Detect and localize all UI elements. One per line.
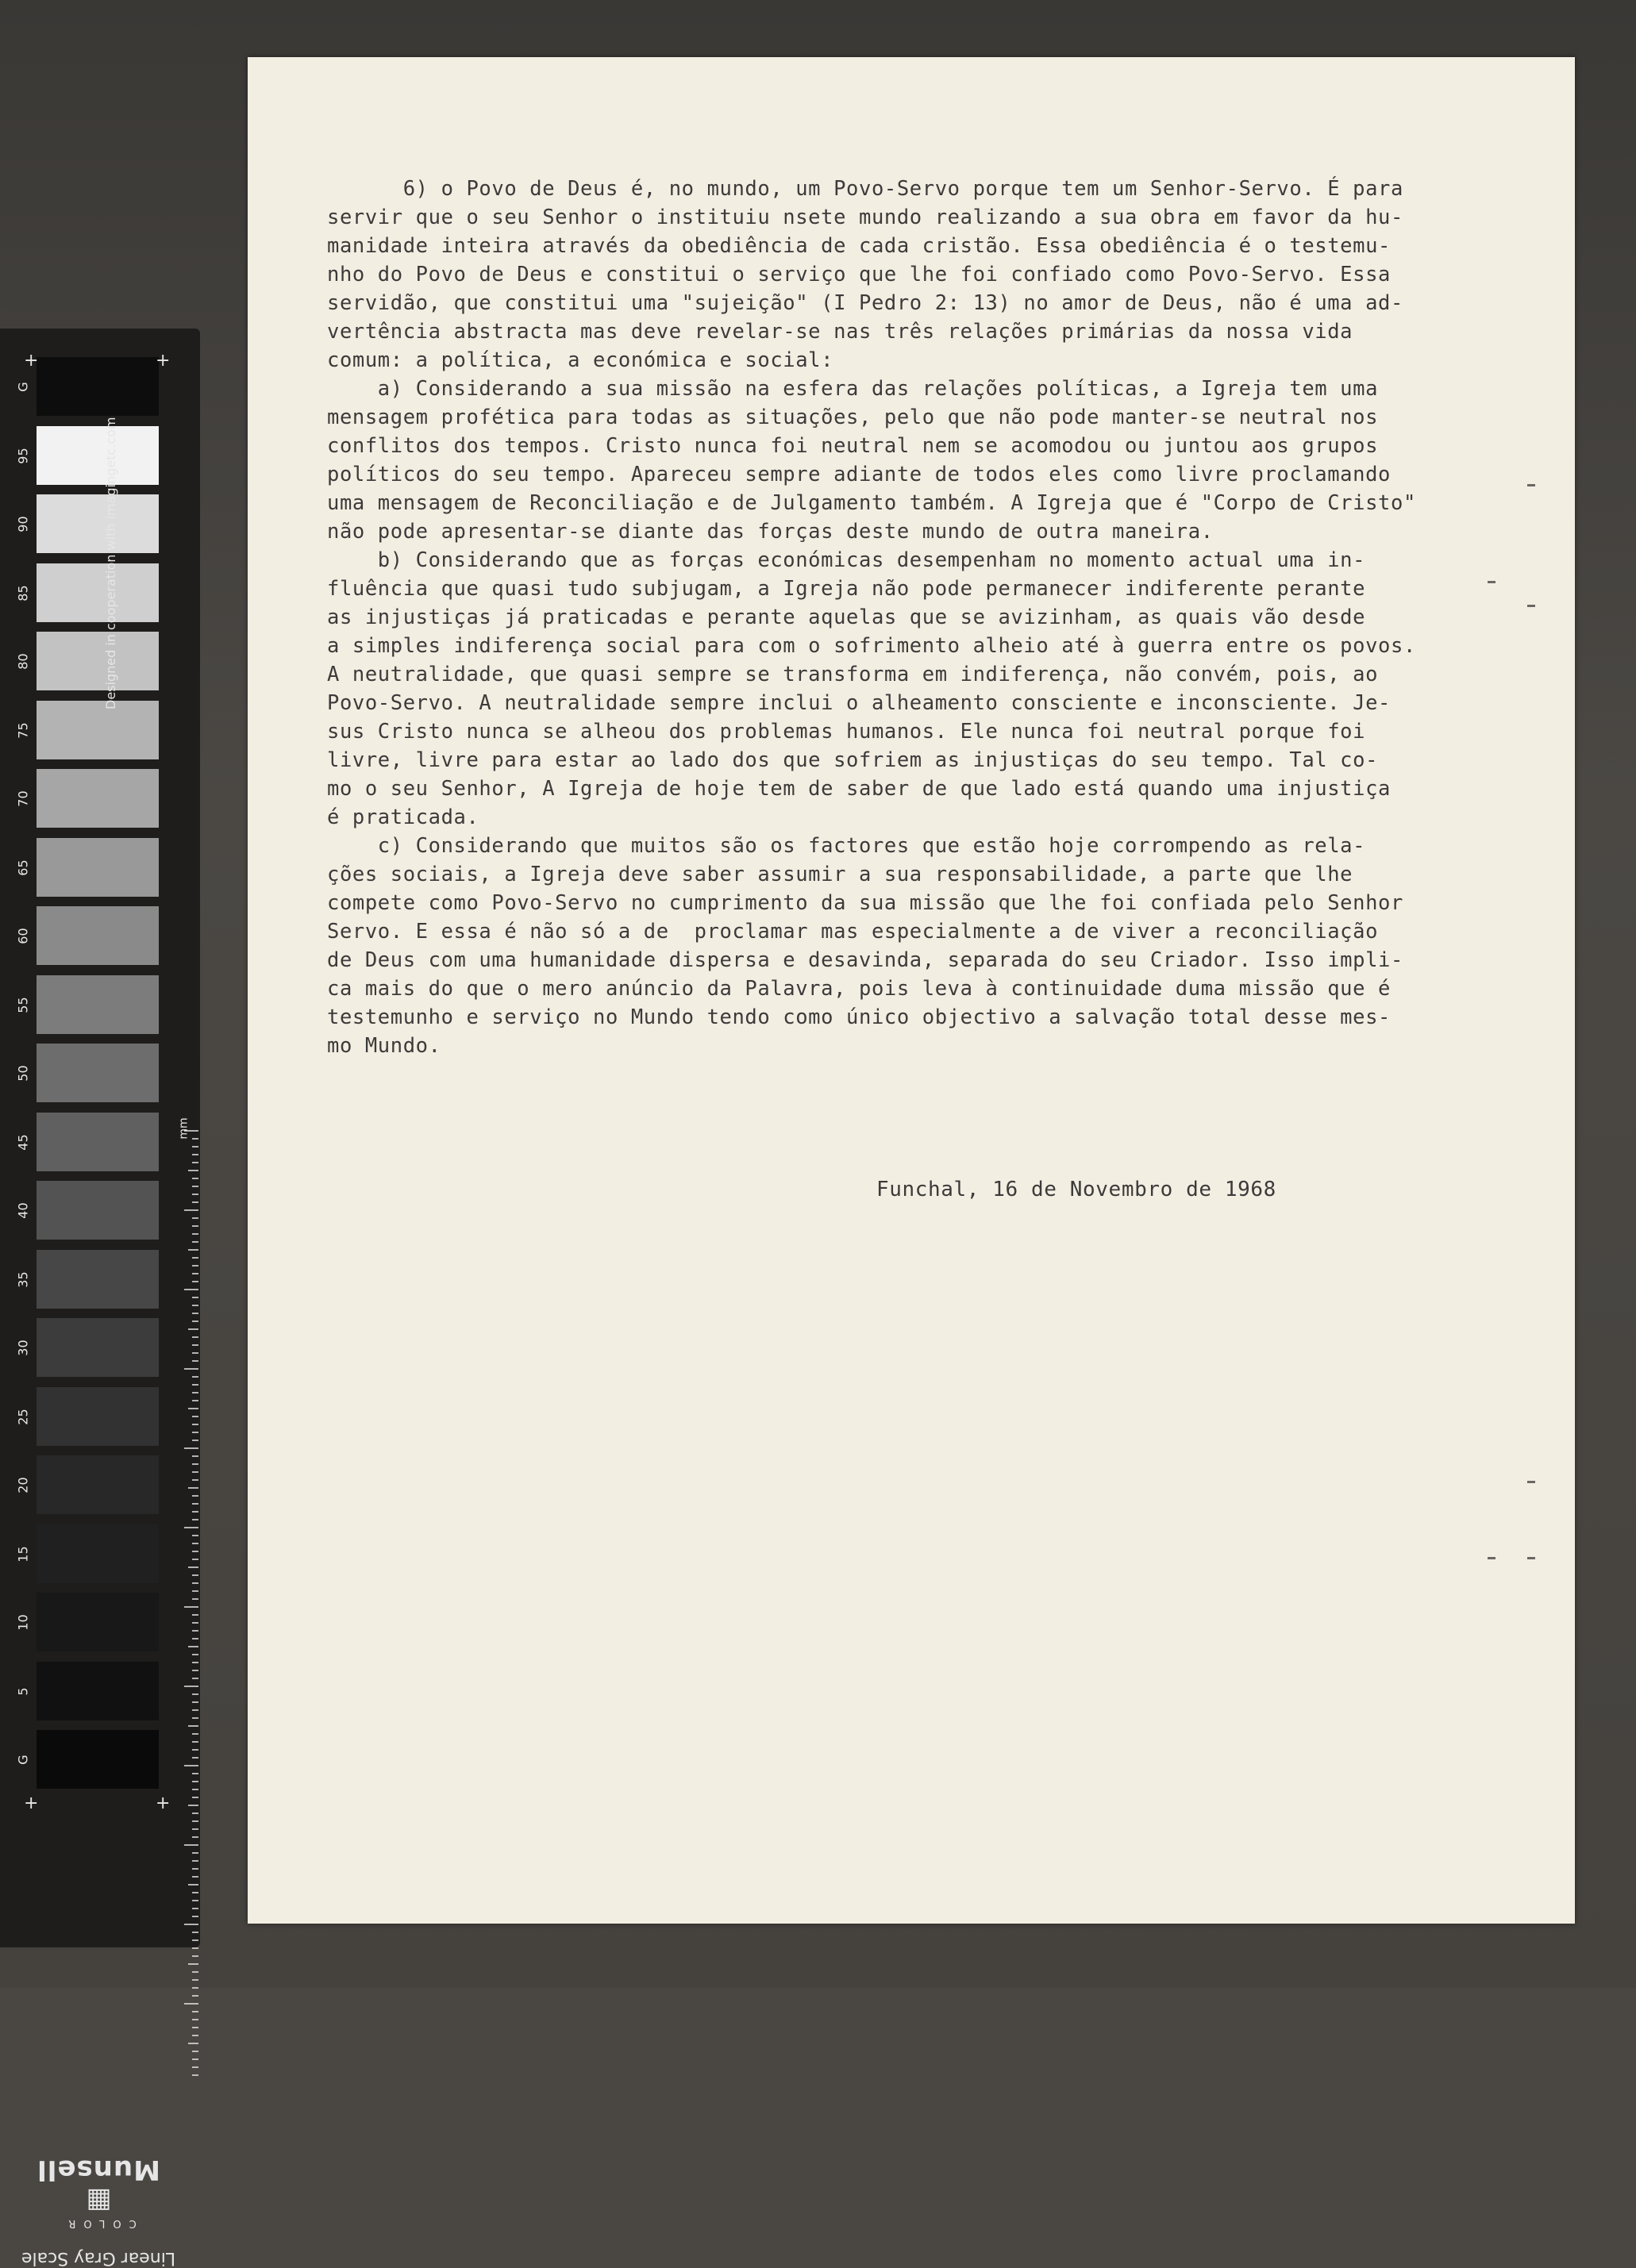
ruler-unit: mm — [177, 1117, 191, 1140]
text-line: b) Considerando que as forças económicas desempenham no momento actual uma in- — [327, 548, 1366, 572]
swatch-label: 25 — [15, 1408, 31, 1425]
gray-swatch — [37, 1387, 159, 1446]
text-line: servir que o seu Senhor o instituiu nsete mundo realizando a sua obra em favor da hu- — [327, 206, 1403, 229]
gray-swatch — [37, 357, 159, 416]
gray-swatch — [37, 426, 159, 485]
swatch-label: 30 — [15, 1340, 31, 1356]
text-line: mo o seu Senhor, A Igreja de hoje tem de saber de que lado está quando uma injustiça — [327, 777, 1391, 801]
brand-name: Munsell — [37, 2154, 160, 2185]
swatch-label: 50 — [15, 1065, 31, 1082]
swatch-label: 15 — [15, 1545, 31, 1563]
gray-swatch — [37, 1250, 159, 1309]
paper-speck — [1488, 1557, 1495, 1559]
body-text — [327, 175, 1518, 1060]
text-line: c) Considerando que muitos são os factores que estão hoje corrompendo as rela- — [327, 834, 1366, 858]
paper-speck — [1527, 1481, 1535, 1483]
gray-swatch — [37, 701, 159, 759]
swatch-label: 45 — [15, 1133, 31, 1151]
text-line: uma mensagem de Reconciliação e de Julgamento também. A Igreja que é "Corpo de Cristo" — [327, 491, 1416, 515]
text-line: Servo. E essa é não só a de proclamar mas especialmente a de viver a reconciliação — [327, 920, 1379, 944]
gray-swatch — [37, 632, 159, 690]
gray-scale-card — [0, 329, 200, 2268]
brand-block — [19, 2154, 178, 2268]
text-line: livre, livre para estar ao lado dos que sofriem as injustiças do seu tempo. Tal co- — [327, 748, 1379, 772]
gray-swatch — [37, 1181, 159, 1240]
swatch-label: 10 — [15, 1614, 31, 1631]
scale-name: Linear Gray Scale — [21, 2248, 176, 2268]
gray-swatch — [37, 1318, 159, 1377]
swatch-label: 55 — [15, 996, 31, 1013]
gray-swatch — [37, 1524, 159, 1583]
gray-swatch — [37, 563, 159, 622]
place-date-line: Funchal, 16 de Novembro de 1968 — [876, 1178, 1276, 1201]
text-line: A neutralidade, que quasi sempre se transforma em indiferença, não convém, pois, ao — [327, 663, 1379, 686]
gray-swatch — [37, 1113, 159, 1171]
gray-swatch — [37, 1455, 159, 1514]
registration-mark: + — [156, 1793, 171, 1813]
text-line: manidade inteira através da obediência de cada cristão. Essa obediência é o testemu- — [327, 234, 1391, 258]
text-line: a simples indiferença social para com o sofrimento alheio até à guerra entre os povos. — [327, 634, 1416, 658]
registration-mark: + — [24, 351, 39, 371]
mm-ruler — [184, 1130, 198, 2082]
text-line: a) Considerando a sua missão na esfera das relações políticas, a Igreja tem uma — [327, 377, 1379, 401]
swatch-label: 75 — [15, 721, 31, 739]
text-line: não pode apresentar-se diante das forças deste mundo de outra maneira. — [327, 520, 1214, 544]
gray-swatch — [37, 1044, 159, 1102]
text-line: ções sociais, a Igreja deve saber assumir a sua responsabilidade, a parte que lhe — [327, 863, 1353, 886]
paper-speck — [1527, 484, 1535, 486]
gray-swatch — [37, 1593, 159, 1651]
brand-sub: COLOR — [60, 2217, 137, 2229]
text-line: conflitos dos tempos. Cristo nunca foi neutral nem se acomodou ou juntou aos grupos — [327, 434, 1379, 458]
text-line: nho do Povo de Deus e constitui o serviço que lhe foi confiado como Povo-Servo. Essa — [327, 263, 1391, 286]
swatch-label: 80 — [15, 653, 31, 670]
brand-logo — [19, 2154, 178, 2217]
gray-swatch — [37, 906, 159, 965]
swatch-label: G — [15, 382, 31, 392]
text-line: vertência abstracta mas deve revelar-se nas três relações primárias da nossa vida — [327, 320, 1353, 344]
gray-swatch — [37, 975, 159, 1034]
paper-speck — [1527, 1557, 1535, 1559]
text-line: mensagem profética para todas as situações, pelo que não pode manter-se neutral nos — [327, 406, 1379, 429]
typed-page — [248, 57, 1575, 1924]
swatch-label: 5 — [15, 1686, 31, 1696]
text-line: compete como Povo-Servo no cumprimento da sua missão que lhe foi confiada pelo Senhor — [327, 891, 1403, 915]
text-line: políticos do seu tempo. Apareceu sempre adiante de todos eles como livre proclamando — [327, 463, 1391, 486]
text-line: sus Cristo nunca se alheou dos problemas humanos. Ele nunca foi neutral porque foi — [327, 720, 1366, 744]
swatch-label: 85 — [15, 584, 31, 602]
swatch-label: 35 — [15, 1270, 31, 1288]
swatch-label: 20 — [15, 1477, 31, 1493]
text-line: 6) o Povo de Deus é, no mundo, um Povo-Servo porque tem um Senhor-Servo. É para — [327, 177, 1403, 201]
swatch-label: 65 — [15, 859, 31, 876]
text-line: comum: a política, a económica e social: — [327, 348, 834, 372]
gray-swatch — [37, 838, 159, 897]
paper-speck — [1527, 605, 1535, 607]
gray-swatch — [37, 1662, 159, 1720]
text-line: fluência que quasi tudo subjugam, a Igreja não pode permanecer indiferente perante — [327, 577, 1366, 601]
gray-swatch — [37, 769, 159, 828]
text-line: mo Mundo. — [327, 1034, 441, 1058]
text-line: é praticada. — [327, 805, 479, 829]
text-line: de Deus com uma humanidade dispersa e desavinda, separada do seu Criador. Isso impli- — [327, 948, 1403, 972]
text-line: Povo-Servo. A neutralidade sempre inclui o alheamento consciente e inconsciente. Je- — [327, 691, 1391, 715]
swatch-label: 40 — [15, 1202, 31, 1219]
credit-text: Designed in cooperation with imagingetc.com — [103, 417, 118, 709]
swatch-label: 60 — [15, 928, 31, 944]
gray-swatch — [37, 494, 159, 553]
munsell-logo-icon: ▦ — [85, 2185, 112, 2217]
registration-mark: + — [156, 351, 171, 371]
registration-mark: + — [24, 1793, 39, 1813]
text-line: testemunho e serviço no Mundo tendo como único objectivo a salvação total desse mes- — [327, 1005, 1391, 1029]
text-line: servidão, que constitui uma "sujeição" (I Pedro 2: 13) no amor de Deus, não é uma ad- — [327, 291, 1403, 315]
swatch-label: 90 — [15, 516, 31, 532]
gray-swatch — [37, 1730, 159, 1789]
swatch-label: 70 — [15, 790, 31, 807]
swatch-label: 95 — [15, 447, 31, 464]
paper-speck — [1488, 581, 1495, 583]
swatch-label: G — [15, 1755, 31, 1765]
text-line: ca mais do que o mero anúncio da Palavra, pois leva à continuidade duma missão que é — [327, 977, 1391, 1001]
text-line: as injustiças já praticadas e perante aquelas que se avizinham, as quais vão desde — [327, 605, 1366, 629]
